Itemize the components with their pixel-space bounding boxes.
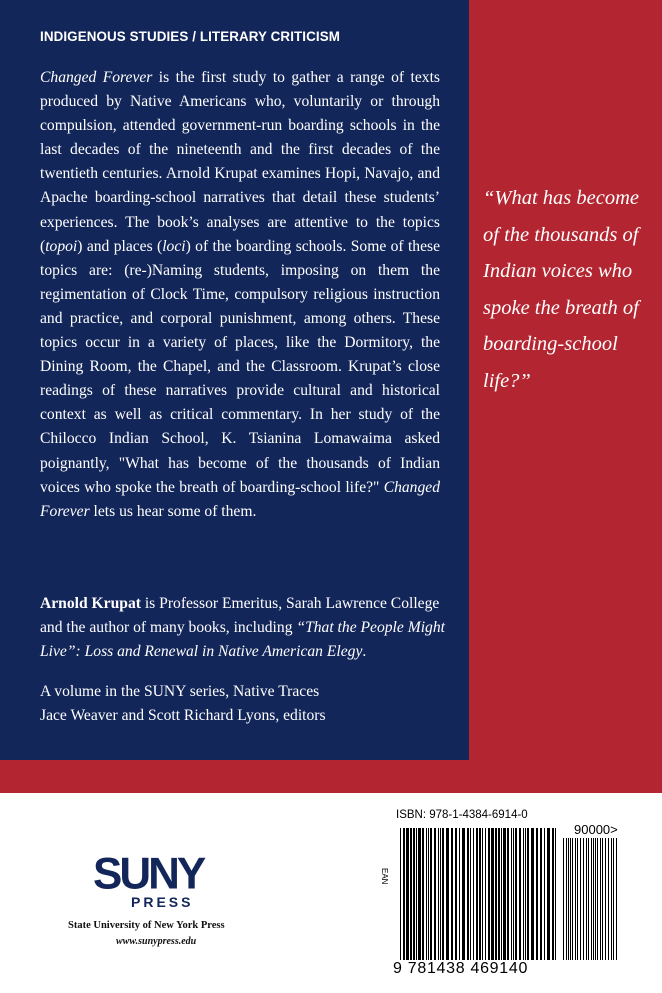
barcode-bar [501, 828, 502, 960]
barcode-bar [597, 838, 598, 960]
barcode-bar [519, 828, 521, 960]
series-info [40, 680, 440, 728]
author-name: Arnold Krupat [40, 595, 141, 612]
barcode-bar [593, 838, 594, 960]
barcode-bar [503, 828, 506, 960]
barcode-bar [568, 838, 569, 960]
barcode-bar [428, 828, 429, 960]
isbn-label: ISBN: 978-1-4384-6914-0 [396, 809, 528, 821]
barcode-bar [498, 828, 500, 960]
red-band [0, 760, 662, 793]
barcode-bar [430, 828, 432, 960]
barcode-bar [511, 828, 512, 960]
barcode-bar [540, 828, 542, 960]
author-bio [40, 592, 445, 664]
barcode-bar [446, 828, 449, 960]
barcode-bar [572, 838, 573, 960]
barcode-bar [608, 838, 609, 960]
book-title: Changed Forever [40, 69, 153, 86]
category-label: INDIGENOUS STUDIES / LITERARY CRITICISM [40, 29, 341, 44]
barcode-bar [482, 828, 483, 960]
barcode-bar [473, 828, 474, 960]
logo-word: SUNY [93, 848, 204, 899]
barcode-bar [552, 828, 554, 960]
barcode-bar [442, 828, 444, 960]
author-book-title: “That the People Might Live”: Loss and Renewal in Native American Elegy [40, 619, 445, 661]
barcode-addon-number: 90000> [574, 822, 618, 837]
barcode-bar [570, 838, 571, 960]
barcode-bar [434, 828, 436, 960]
barcode-bar [438, 828, 439, 960]
barcode-bar [555, 828, 556, 960]
description-text-1: is the first study to gather a range of texts produced by Native Americans who, voluntarily or through compulsion, attended government-run boarding schools in the last decades of the nineteenth and the first decades of the twentieth centuries. Arnold Krupat examines Hopi, Navajo, and Apache boarding-school narratives that detail these students’ experiences. The book’s analyses are attentive to the topics ( [40, 69, 440, 255]
barcode-bar [513, 828, 514, 960]
barcode-bar [467, 828, 469, 960]
barcode-bar [403, 828, 405, 960]
series-line-1: A volume in the SUNY series, Native Traces [40, 683, 320, 700]
barcode-bar [605, 838, 606, 960]
logo-sub: PRESS [131, 894, 194, 910]
barcode-bar [410, 828, 412, 960]
barcode-bar [525, 828, 526, 960]
barcode-bar [595, 838, 596, 960]
barcode-bar [583, 838, 584, 960]
barcode-bar [527, 828, 529, 960]
barcode-bar [459, 828, 460, 960]
barcode-number: 9 781438 469140 [393, 960, 529, 977]
barcode-bar [544, 828, 545, 960]
barcode-bar [577, 838, 578, 960]
barcode-bar [563, 838, 564, 960]
publisher-url: www.sunypress.edu [116, 936, 197, 947]
barcode-bar [451, 828, 453, 960]
barcode-bar [616, 838, 617, 960]
barcode-bar [418, 828, 421, 960]
barcode-bar [575, 838, 576, 960]
barcode-bar [491, 828, 494, 960]
barcode-bar [400, 828, 401, 960]
barcode-bar [591, 838, 592, 960]
book-description [40, 66, 440, 524]
barcode-bar [588, 838, 589, 960]
barcode-bar [485, 828, 486, 960]
barcode-bar [507, 828, 509, 960]
barcode-bar [455, 828, 457, 960]
barcode-bar [547, 828, 550, 960]
barcode-bar [440, 828, 441, 960]
barcode-bar [611, 838, 612, 960]
barcode-main [400, 828, 558, 960]
barcode-bar [580, 838, 581, 960]
barcode-bar [476, 828, 478, 960]
series-line-2: Jace Weaver and Scott Richard Lyons, editors [40, 707, 326, 725]
barcode-bar [523, 828, 524, 960]
barcode-bar [536, 828, 538, 960]
barcode-bar [495, 828, 497, 960]
barcode-bar [426, 828, 427, 960]
book-title-2: Changed Forever [40, 478, 440, 520]
barcode-bar [531, 828, 534, 960]
barcode-addon [563, 838, 619, 960]
barcode-bar [422, 828, 424, 960]
barcode-bar [413, 828, 415, 960]
suny-press-logo [68, 848, 258, 952]
barcode-bar [600, 838, 601, 960]
description-text-2: ) and places ( [77, 237, 163, 255]
barcode-bar [566, 838, 567, 960]
loci-term: loci [162, 237, 186, 255]
barcode-bar [462, 828, 465, 960]
barcode-bar [406, 828, 409, 960]
description-text-4: lets us hear some of them. [89, 502, 257, 520]
pull-quote: “What has become of the thousands of Indian voices who spoke the breath of boarding-school life?” [483, 187, 640, 392]
barcode-bar [602, 838, 603, 960]
author-bio-end: . [362, 643, 367, 661]
publisher-name: State University of New York Press [68, 920, 225, 931]
barcode-bar [613, 838, 614, 960]
barcode-bar [586, 838, 587, 960]
barcode-bar [479, 828, 481, 960]
ean-label: EAN [380, 868, 389, 885]
description-text-3: ) of the boarding schools. Some of these topics are: (re-)Naming students, imposing on them the regimentation of Clock Time, compulsory religious instruction and practice, and corporal punishment, among others. These topics occur in a variety of places, like the Dormitory, the Dining Room, the Chapel, and the Classroom. Krupat’s close readings of these narratives provide cultural and historical context as well as critical commentary. In her study of the Chilocco Indian School, K. Tsianina Lomawaima asked poignantly, "What has become of the thousands of Indian voices who spoke the breath of boarding-school life?" [40, 237, 440, 496]
barcode-bar [515, 828, 517, 960]
barcode-bar [470, 828, 471, 960]
topoi-term: topoi [45, 237, 78, 255]
author-bio-text: is Professor Emeritus, Sarah Lawrence College and the author of many books, including [40, 595, 440, 637]
barcode-bar [488, 828, 490, 960]
barcode-bar [416, 828, 417, 960]
